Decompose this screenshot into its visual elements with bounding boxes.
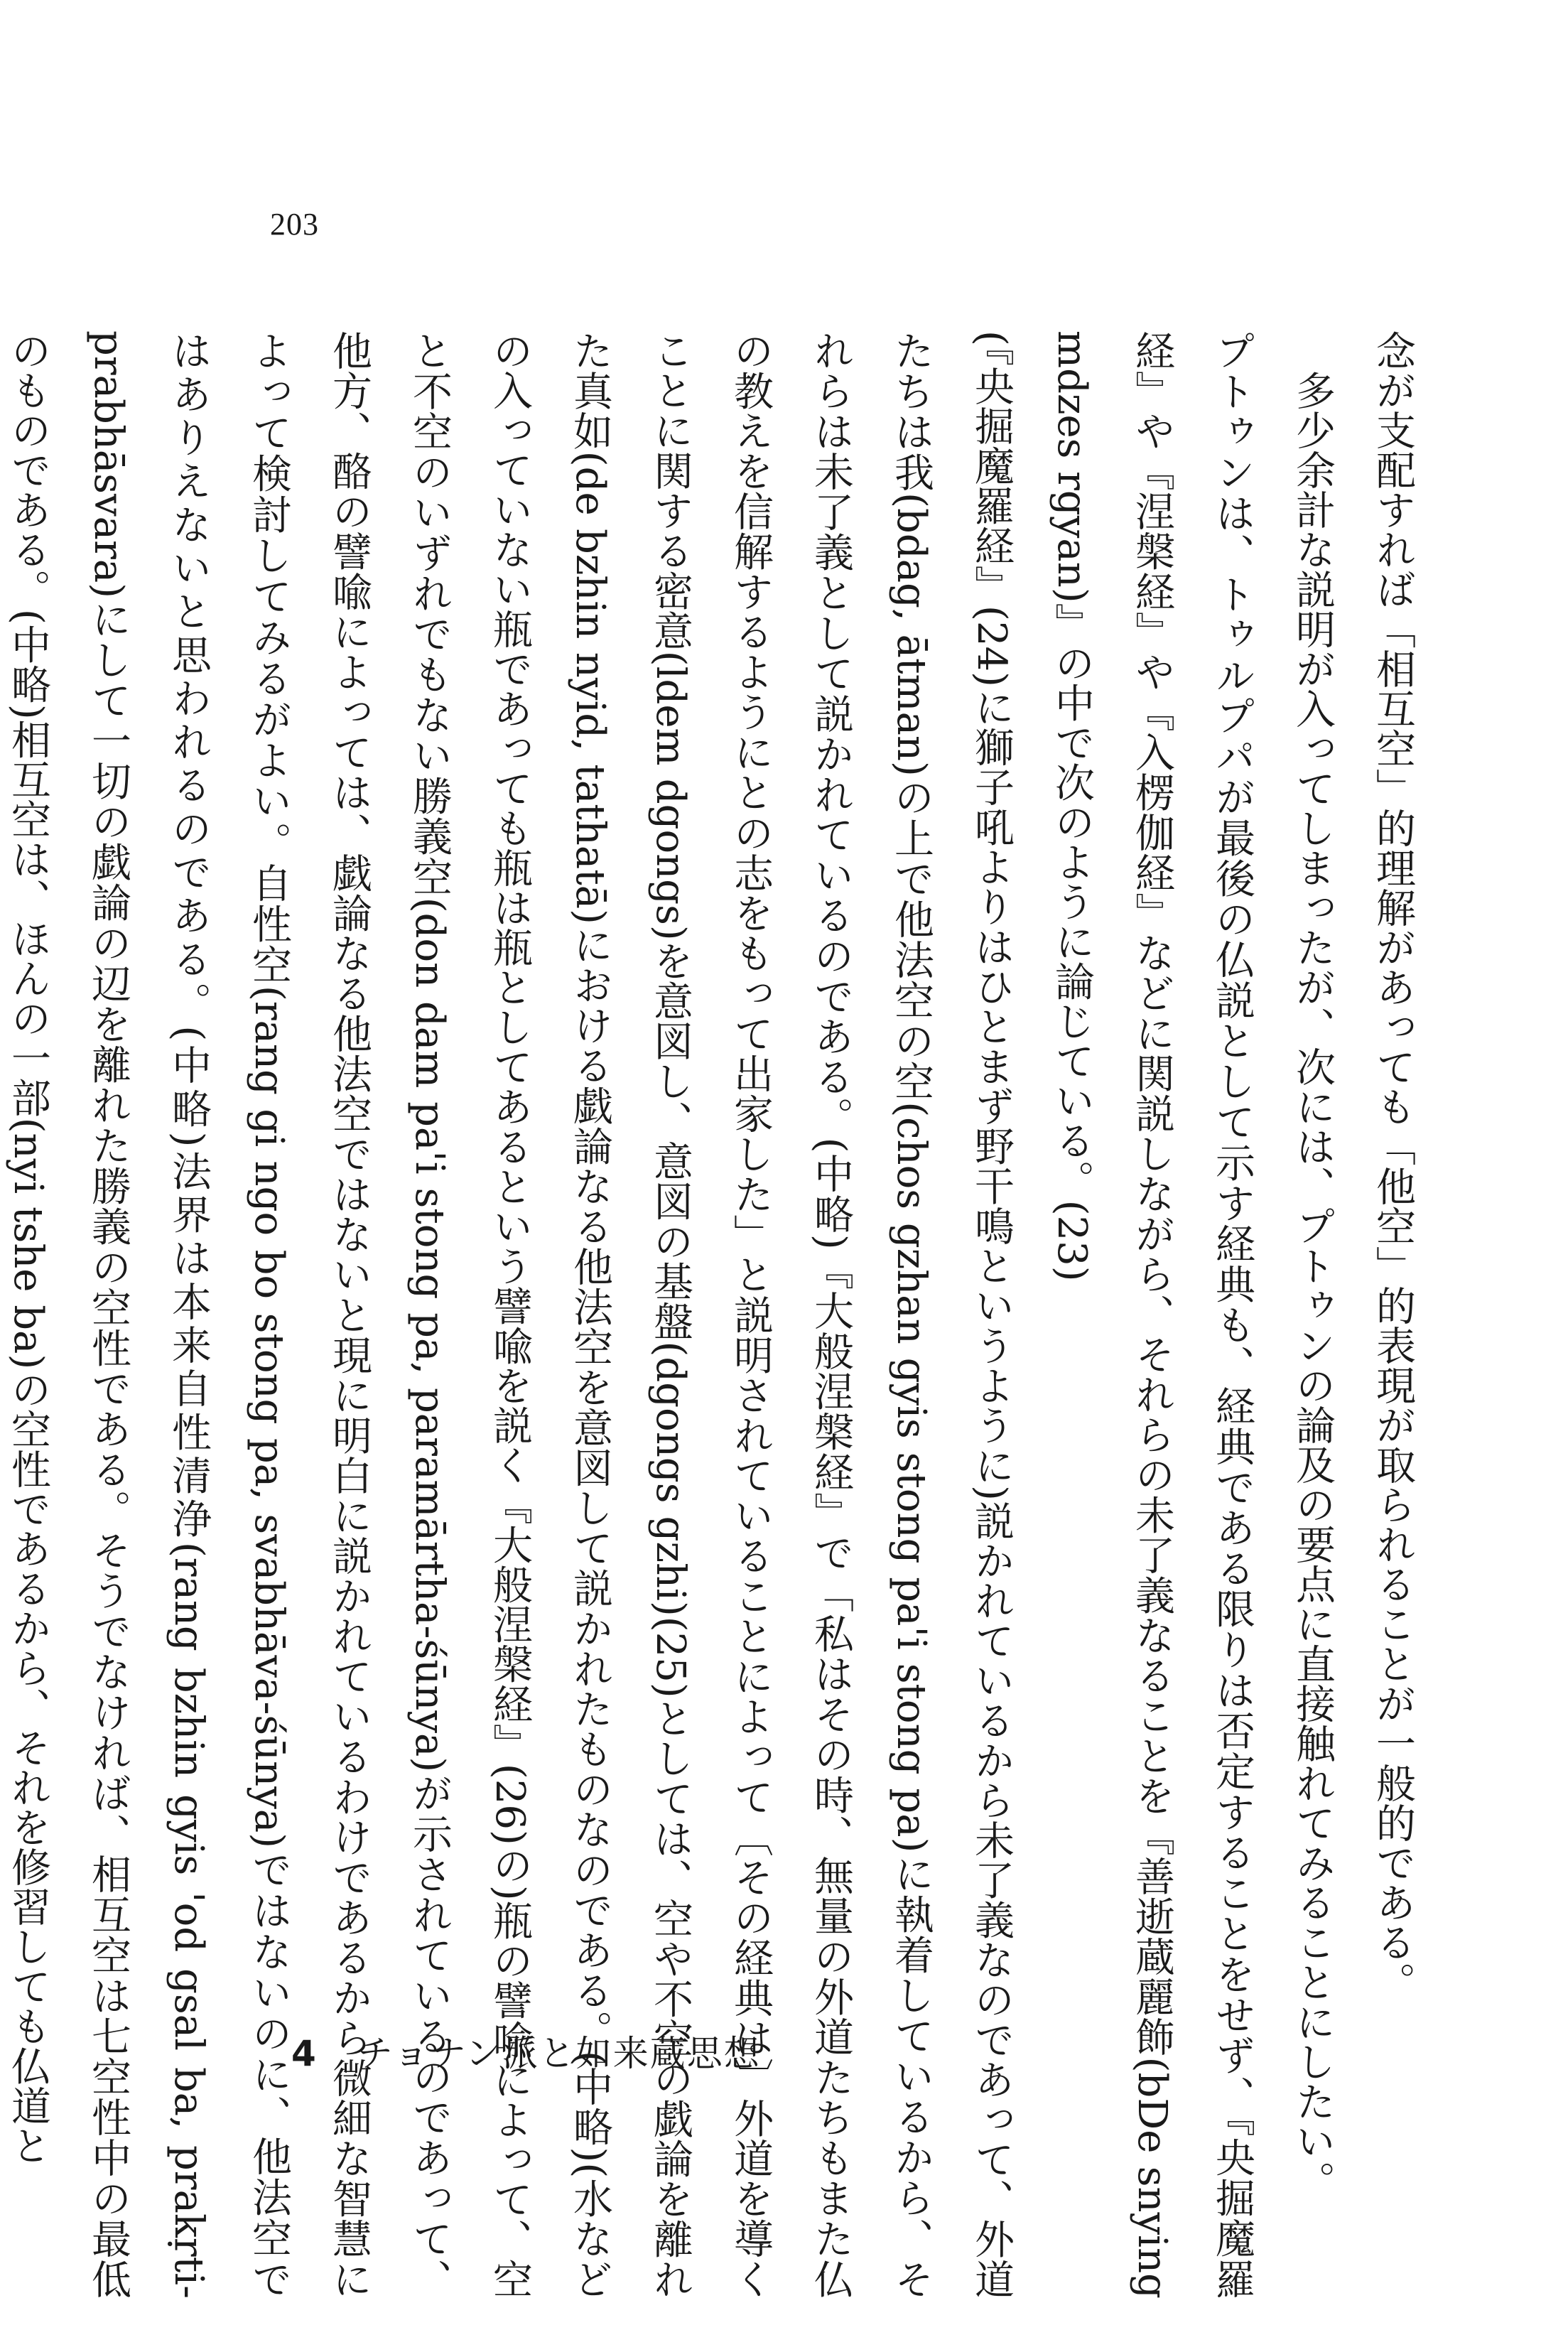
running-footer — [291, 2025, 761, 2076]
chapter-number: 4 — [291, 2033, 318, 2074]
page-number: 203 — [270, 207, 319, 242]
paragraph: プトゥンは、トゥルプパが最後の仏説として示す経典も、経典である限りは否定することをせず、『央掘魔羅経』や『涅槃経』や『入楞伽経』などに関説しながら、それらの未了義なることを『善逝蔵麗飾(bDe snying mdzes rgyan)』の中で次のように論じている。(23) — [1049, 330, 1255, 2299]
chapter-title: チョナン派と如来蔵思想 — [357, 2033, 761, 2074]
paragraph: 多少余計な説明が入ってしまったが、次には、プトゥンの論及の要点に直接触れてみることにしたい。 — [1289, 370, 1336, 2201]
body-text — [5, 330, 1433, 2299]
block-quote: (『央掘魔羅経』(24)に獅子吼よりはひとまず野干鳴というように)説かれているから未了義なのであって、外道たちは我(bdag, ātman)の上で他法空の空(chos gzhan gyis stong pa'i stong pa)に執着しているから、それらは未了義として説かれているのである。(中略)『大般涅槃経』で「私はその時、無量の外道たちもまた仏の教えを信解するようにとの志をもって出家した」と説明されていることによって〔その経典は〕外道を導くことに関する密意(ldem dgongs)を意図し、意図の基盤(dgongs gzhi)(25)としては、空や不空の戯論を離れた真如(de bzhin nyid, tathatā)における戯論なる他法空を意図して説かれたものなのである。(中略)(水などの入っていない瓶であっても瓶は瓶としてあるという譬喩を説く『大般涅槃経』(26)の)瓶の譬喩によって、空と不空のいずれでもない勝義空(don dam pa'i stong pa, paramārtha-śūnya)が示されているのであって、他方、酪の譬喩によっては、戯論なる他法空ではないと現に明白に説かれているわけであるから微細な智慧によって検討してみるがよい。自性空(rang gi ngo bo stong pa, svabhāva-śūnya)ではないのに、他法空ではありえないと思われるのである。(中略)法界は本来自性清浄(rang bzhin gyis 'od gsal ba, prakṛti-prabhāsvara)にして一切の戯論の辺を離れた勝義の空性である。そうでなければ、相互空は七空性中の最低のものである。(中略)相互空は、ほんの一部(nyi tshe ba)の空性であるから、それを修習しても仏道と — [5, 330, 1015, 2299]
paragraph: 念が支配すれば「相互空」的理解があっても「他空」的表現が取られることが一般的である。 — [1370, 330, 1416, 2002]
